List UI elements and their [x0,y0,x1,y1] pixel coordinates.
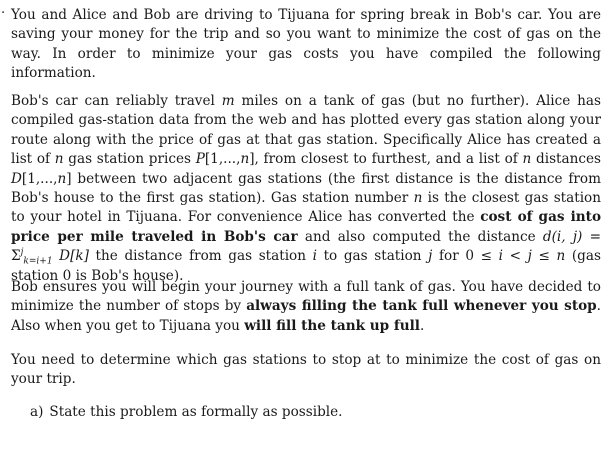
D-range: [1,..., [21,170,58,187]
p2-text-2: miles on a tank of gas (but no further). Alice has compiled gas-station data from the web and has plotted every gas station along your route along with the price of gas at that gas station. Specifically Alice has created a list of [11,93,602,168]
p2-text-4: , from closest to furthest, and a list of [254,151,523,168]
paragraph-data-description [11,92,601,286]
p2-text-6: between two adjacent gas stations (the first distance is the distance from Bob's house to the first gas station). Gas station number [11,170,601,207]
var-m: m [221,93,235,109]
item-label: a) [30,404,44,420]
p2-text-10: to gas station [316,248,429,265]
p3-text-2: . Also when you get to Tijuana you [11,298,601,334]
p3-text-1: Bob ensures you will begin your journey with a full tank of gas. You have decided to minimize the number of stops by [11,279,601,315]
sigma-symbol: Σ [11,248,21,265]
equals-sign: = [582,228,601,245]
p2-text-7: is the closest gas station to your hotel in Tijuana. For convenience Alice has converted the [11,190,601,226]
less-equal: ≤ [531,248,557,265]
bullet-mark: . [1,2,6,17]
var-j: j [428,248,433,265]
var-n: n [522,151,532,168]
p2-text-3: gas station prices [63,151,196,168]
paragraph-task: You need to determine which gas stations to stop at to minimize the cost of gas on your trip. [11,352,601,388]
var-n: n [413,190,423,207]
p2-text-12: (gas station 0 is Bob's house). [11,248,601,284]
var-n: n [556,248,566,265]
P-range: [1,..., [204,151,241,168]
bold-cost-per-mile: cost of gas into price per mile traveled in Bob's car [11,209,602,245]
var-d: d [542,228,552,245]
var-n: n [54,151,64,168]
bold-fill-up-full: will fill the tank up full [244,317,420,334]
D-k-term: D[k] [52,248,89,265]
p2-text-11: for 0 ≤ [432,248,499,265]
paragraph-intro: You and Alice and Bob are driving to Tijuana for spring break in Bob's car. You are saving your money for the trip and so you want to minimize the cost of gas on the way. In order to minimize your gas costs you have compiled the following information. [11,7,601,82]
p3-text-3: . [419,317,425,334]
less-than: < [502,248,528,265]
paragraph-rules [11,278,601,336]
p2-text-5: distances [531,151,602,168]
var-j: j [527,248,532,265]
question-item-a [30,403,343,422]
p2-text-1: Bob's car can reliably travel [11,93,222,109]
var-n: n [240,151,250,168]
sum-upper-limit: j [20,247,24,258]
p2-text-9: the distance from gas station [88,248,313,265]
item-text: State this problem as formally as possible. [49,404,343,420]
d-args: (i, j) [551,228,583,245]
var-i: i [498,248,503,265]
P-close: ] [249,151,255,168]
D-close: ] [66,170,72,187]
var-P: P [195,151,205,168]
var-D: D [11,170,22,187]
p2-text-8: and also computed the distance [297,228,543,245]
bold-fill-tank-rule: always filling the tank full whenever you stop [246,298,597,315]
sum-lower-limit: k=i+1 [23,256,53,267]
var-i: i [312,248,317,265]
var-n: n [57,170,67,187]
